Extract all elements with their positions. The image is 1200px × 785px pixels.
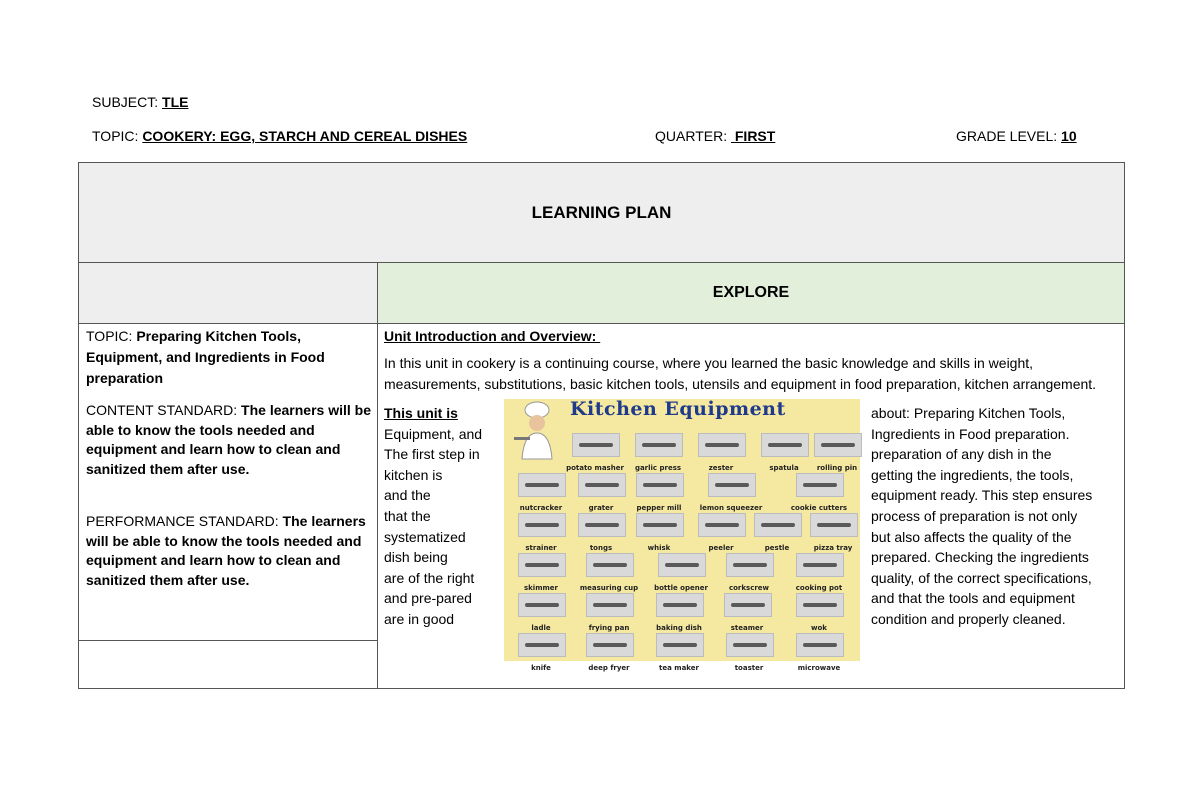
left-topic-text: Preparing Kitchen Tools, Equipment, and Ingredients in Food preparation: [86, 328, 325, 386]
right-line: about: Preparing Kitchen Tools,: [871, 405, 1066, 421]
equipment-caption: deep fryer: [588, 664, 630, 672]
equipment-caption: bottle opener: [654, 584, 708, 592]
left-line: Equipment, and: [384, 425, 483, 442]
equipment-caption: steamer: [730, 624, 764, 632]
equipment-item: [786, 631, 848, 671]
content-standard-label: CONTENT STANDARD:: [86, 402, 238, 418]
equipment-item: [688, 431, 750, 471]
explore-content-cell: [378, 324, 1125, 689]
equipment-item: [576, 551, 638, 591]
equipment-item: [508, 631, 570, 671]
grade-line: [956, 128, 1077, 144]
empty-left-cell: [79, 641, 378, 689]
right-line: and that the tools and equipment: [871, 590, 1075, 607]
right-line: quality, of the correct specifications,: [871, 569, 1092, 586]
pizza-tray-icon: [810, 513, 858, 537]
equipment-row: [508, 511, 860, 551]
corkscrew-icon: [726, 553, 774, 577]
left-line: that the: [384, 507, 431, 524]
equipment-item: [716, 551, 778, 591]
equipment-item: [786, 471, 848, 511]
peeler-icon: [698, 513, 746, 537]
whisk-icon: [636, 513, 684, 537]
right-line: preparation of any dish in the: [871, 446, 1052, 463]
equipment-item: [744, 511, 806, 551]
equipment-item: [804, 431, 866, 471]
equipment-item: [625, 431, 687, 471]
spatula-icon: [761, 433, 809, 457]
skimmer-icon: [518, 553, 566, 577]
toaster-icon: [726, 633, 774, 657]
blank-header-cell: [79, 263, 378, 324]
equipment-item: [626, 471, 688, 511]
unit-intro-heading: Unit Introduction and Overview:: [384, 328, 601, 344]
equipment-row: [508, 471, 860, 511]
equipment-caption: spatula: [769, 464, 799, 472]
pestle-icon: [754, 513, 802, 537]
equipment-item: [698, 471, 763, 512]
wok-icon: [796, 593, 844, 617]
equipment-item: [568, 471, 630, 511]
equipment-caption: pepper mill: [636, 504, 682, 512]
content-standard-text: The learners will be able to know the tools needed and equipment and learn how to clean and sanitized them after use.: [86, 402, 371, 477]
left-line: The first step in: [384, 446, 480, 463]
equipment-caption: pestle: [764, 544, 790, 552]
left-line: and pre-pared: [384, 590, 472, 607]
right-line: equipment ready. This step ensures: [871, 487, 1093, 504]
equipment-caption: wok: [811, 624, 827, 632]
cookie-cutters-icon: [796, 473, 844, 497]
measuring-cup-icon: [586, 553, 634, 577]
equipment-caption: peeler: [708, 544, 734, 552]
baking-dish-icon: [656, 593, 704, 617]
right-line: getting the ingredients, the tools,: [871, 466, 1074, 483]
left-line: are of the right: [384, 569, 475, 586]
subject-label: SUBJECT:: [92, 94, 159, 110]
equipment-caption: potato masher: [566, 464, 624, 472]
left-line: kitchen is: [384, 466, 443, 483]
quarter-value: FIRST: [730, 128, 776, 144]
equipment-caption: zester: [708, 464, 734, 472]
cooking-pot-icon: [796, 553, 844, 577]
right-line: condition and properly cleaned.: [871, 610, 1066, 627]
equipment-item: [786, 551, 848, 591]
equipment-caption: whisk: [647, 544, 671, 552]
equipment-item: [716, 631, 778, 671]
equipment-item: [508, 471, 570, 511]
right-line: process of preparation is not only: [871, 507, 1078, 524]
rolling-pin-icon: [814, 433, 862, 457]
equipment-item: [562, 431, 624, 471]
standards-cell: [79, 324, 378, 641]
equipment-item: [646, 591, 708, 631]
steamer-icon: [724, 593, 772, 617]
topic-line: [92, 128, 467, 144]
ladle-icon: [518, 593, 566, 617]
potato-masher-icon: [572, 433, 620, 457]
left-topic-label: TOPIC:: [86, 328, 133, 344]
equipment-caption: tea maker: [659, 664, 699, 672]
strainer-icon: [518, 513, 566, 537]
topic-value: COOKERY: EGG, STARCH AND CEREAL DISHES: [142, 128, 468, 144]
quarter-line: [655, 128, 775, 144]
left-topic: [86, 326, 371, 389]
equipment-item: [786, 591, 848, 631]
pepper-mill-icon: [636, 473, 684, 497]
right-line: but also affects the quality of the: [871, 528, 1072, 545]
right-line: Ingredients in Food preparation.: [871, 425, 1070, 442]
equipment-item: [800, 511, 862, 551]
equipment-caption: toaster: [734, 664, 764, 672]
left-line: This unit is: [384, 405, 458, 421]
performance-standard: [86, 512, 371, 590]
equipment-caption: cooking pot: [795, 584, 843, 592]
knife-icon: [518, 633, 566, 657]
kitchen-equipment-poster: [504, 398, 860, 672]
equipment-item: [646, 631, 708, 671]
equipment-caption: microwave: [797, 664, 841, 672]
equipment-caption: knife: [531, 664, 551, 672]
left-line: are in good: [384, 610, 455, 627]
tea-maker-icon: [656, 633, 704, 657]
equipment-item: [576, 631, 638, 671]
content-standard: [86, 401, 371, 479]
equipment-caption: pizza tray: [813, 544, 853, 552]
equipment-caption: measuring cup: [579, 584, 639, 592]
subject-line: [92, 94, 188, 110]
right-line: prepared. Checking the ingredients: [871, 549, 1089, 566]
equipment-item: [626, 511, 688, 551]
grade-label: GRADE LEVEL:: [956, 128, 1058, 144]
unit-intro-text: In this unit in cookery is a continuing course, where you learned the basic knowledge and skills in weight, measurements, substitutions, basic kitchen tools, utensils and equipment in food preparation, kitchen arrangement.: [384, 355, 1097, 392]
equipment-item: [508, 511, 570, 551]
equipment-caption: lemon squeezer: [699, 504, 763, 512]
text-right-column: [871, 403, 1131, 630]
equipment-caption: frying pan: [588, 624, 630, 632]
equipment-row: [508, 431, 860, 471]
equipment-caption: skimmer: [523, 584, 558, 592]
equipment-item: [688, 511, 750, 551]
equipment-row: [508, 551, 860, 591]
performance-standard-text: The learners will be able to know the tools needed and equipment and learn how to clean and sanitized them after use.: [86, 513, 366, 588]
equipment-caption: grater: [588, 504, 614, 512]
equipment-caption: strainer: [525, 544, 557, 552]
equipment-item: [648, 551, 710, 591]
wrapped-text-area: [384, 398, 1116, 672]
nutcracker-icon: [518, 473, 566, 497]
equipment-caption: rolling pin: [816, 464, 858, 472]
performance-standard-label: PERFORMANCE STANDARD:: [86, 513, 279, 529]
subject-value: TLE: [162, 94, 189, 110]
equipment-item: [508, 551, 570, 591]
frying-pan-icon: [586, 593, 634, 617]
equipment-caption: cookie cutters: [790, 504, 848, 512]
learning-plan-table: [78, 162, 1125, 689]
grade-value: 10: [1061, 128, 1077, 144]
equipment-item: [568, 511, 630, 551]
plan-title: LEARNING PLAN: [79, 163, 1125, 263]
topic-label: TOPIC:: [92, 128, 139, 144]
lemon-squeezer-icon: [708, 473, 756, 497]
left-line: systematized: [384, 528, 466, 545]
equipment-item: [714, 591, 776, 631]
text-left-column: [384, 403, 502, 630]
equipment-row: [508, 631, 860, 671]
zester-icon: [698, 433, 746, 457]
explore-header: EXPLORE: [378, 263, 1125, 324]
left-line: and the: [384, 487, 431, 504]
equipment-item: [508, 591, 570, 631]
equipment-caption: tongs: [589, 544, 613, 552]
equipment-caption: baking dish: [656, 624, 702, 632]
equipment-caption: garlic press: [634, 464, 682, 472]
equipment-row: [508, 591, 860, 631]
equipment-caption: ladle: [531, 624, 551, 632]
deep-fryer-icon: [586, 633, 634, 657]
left-line: dish being: [384, 549, 448, 566]
equipment-caption: corkscrew: [728, 584, 770, 592]
poster-title: Kitchen Equipment: [570, 398, 786, 420]
microwave-icon: [796, 633, 844, 657]
tongs-icon: [578, 513, 626, 537]
garlic-press-icon: [635, 433, 683, 457]
grater-icon: [578, 473, 626, 497]
equipment-caption: nutcracker: [519, 504, 563, 512]
bottle-opener-icon: [658, 553, 706, 577]
equipment-item: [576, 591, 638, 631]
quarter-label: QUARTER:: [655, 128, 728, 144]
